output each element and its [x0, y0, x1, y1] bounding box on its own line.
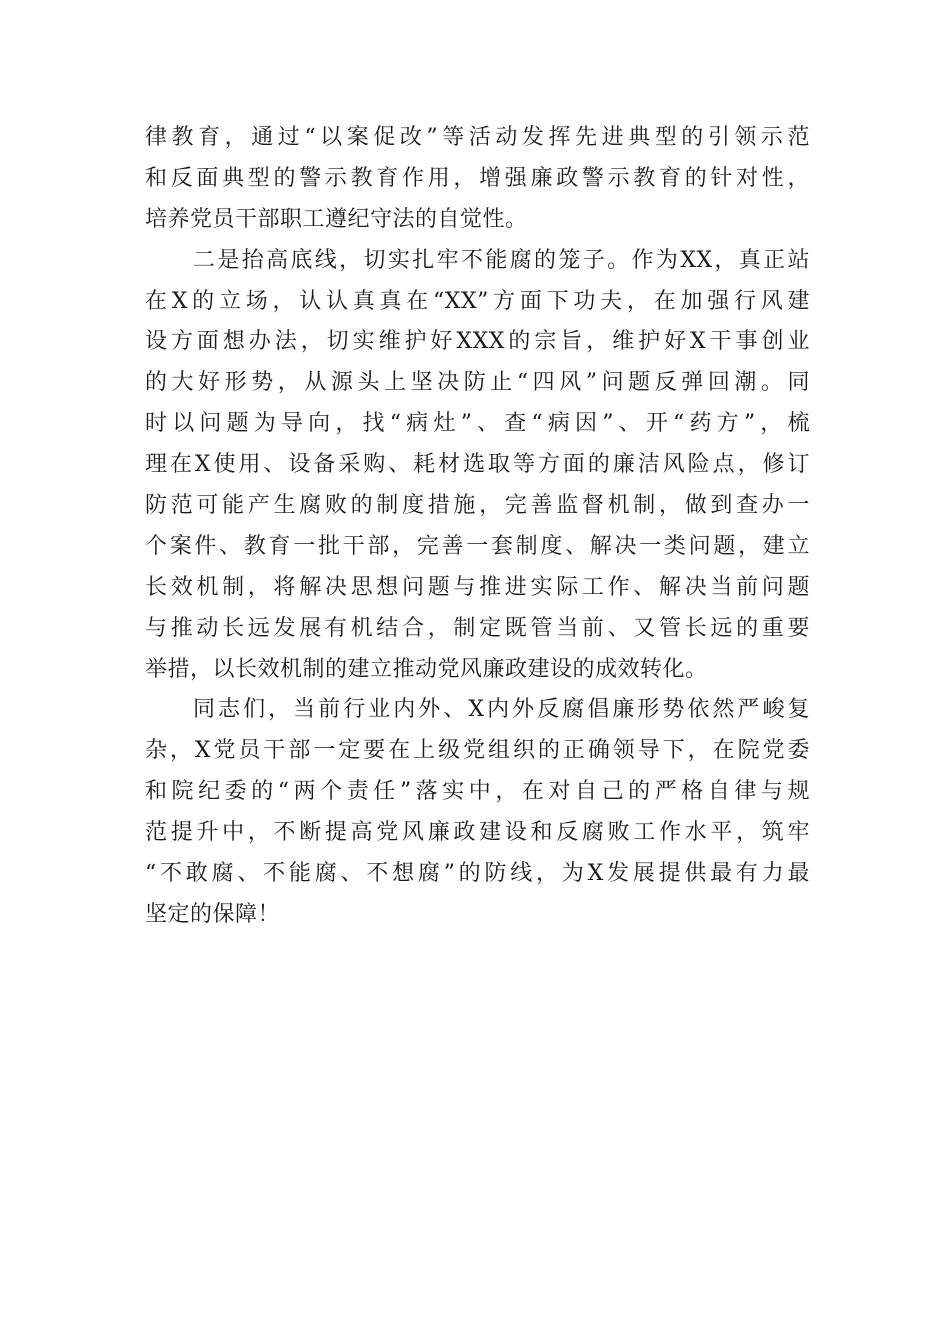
text-line: 和反面典型的警示教育作用，增强廉政警示教育的针对性，: [145, 165, 810, 191]
text-line: 和院纪委的“两个责任”落实中，在对自己的严格自律与规: [145, 779, 810, 805]
paragraph-3: [145, 690, 810, 935]
text-line: 同志们，当前行业内外、X内外反腐倡廉形势依然严峻复: [193, 697, 810, 723]
text-line: 时以问题为导向，找“病灶”、查“病因”、开“药方”，梳: [145, 411, 810, 437]
text-line: 与推动长远发展有机结合，制定既管当前、又管长远的重要: [145, 615, 810, 641]
text-line: 长效机制，将解决思想问题与推进实际工作、解决当前问题: [145, 574, 810, 600]
text-line: 杂，X党员干部一定要在上级党组织的正确领导下，在院党委: [145, 738, 810, 764]
text-line: 理在X使用、设备采购、耗材选取等方面的廉洁风险点，修订: [145, 452, 810, 478]
text-line: “不敢腐、不能腐、不想腐”的防线，为X发展提供最有力最: [145, 861, 810, 887]
text-line: 坚定的保障！: [145, 901, 281, 927]
text-line: 设方面想办法，切实维护好XXX的宗旨，维护好X干事创业: [145, 329, 810, 355]
paragraph-1: [145, 118, 810, 241]
text-line: 范提升中，不断提高党风廉政建设和反腐败工作水平，筑牢: [145, 820, 810, 846]
text-line: 的大好形势，从源头上坚决防止“四风”问题反弹回潮。同: [145, 370, 810, 396]
text-line: 在X的立场，认认真真在“XX”方面下功夫，在加强行风建: [145, 288, 810, 314]
paragraph-2: [145, 241, 810, 691]
text-line: 个案件、教育一批干部，完善一套制度、解决一类问题，建立: [145, 533, 810, 559]
text-line: 律教育，通过“以案促改”等活动发挥先进典型的引领示范: [145, 125, 810, 150]
text-line: 二是抬高底线，切实扎牢不能腐的笼子。作为XX，真正站: [193, 247, 810, 273]
text-line: 培养党员干部职工遵纪守法的自觉性。: [145, 206, 528, 232]
text-line: 防范可能产生腐败的制度措施，完善监督机制，做到查办一: [145, 493, 810, 519]
body-text: [145, 118, 810, 936]
text-line: 举措，以长效机制的建立推动党风廉政建设的成效转化。: [145, 656, 708, 682]
